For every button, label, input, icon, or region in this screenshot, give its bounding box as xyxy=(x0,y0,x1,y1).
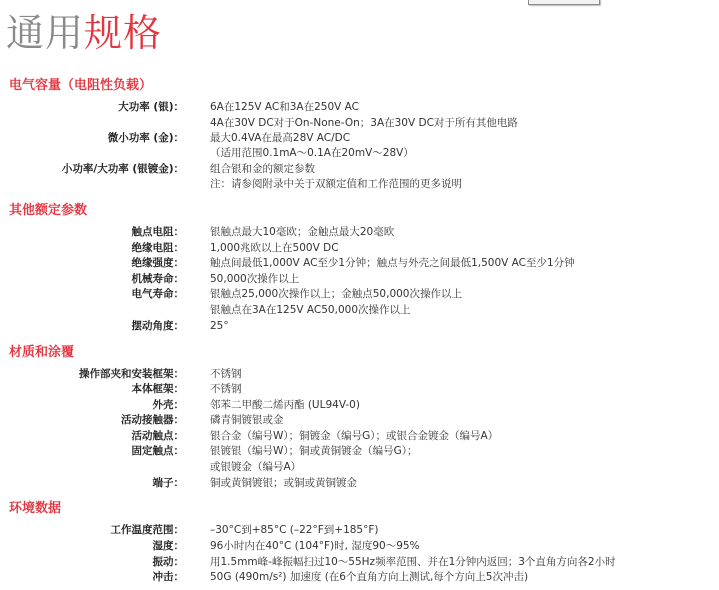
spec-label: 电气寿命： xyxy=(131,288,184,300)
spec-label: 湿度： xyxy=(152,540,184,552)
spec-row xyxy=(0,382,719,397)
spec-label: 端子： xyxy=(152,477,184,489)
spec-value: 96小时内在40°C (104°F)时, 湿度90～95% xyxy=(210,540,420,552)
spec-value: （适用范围0.1mA～0.1A在20mV～28V） xyxy=(210,147,414,159)
spec-label: 本体框架： xyxy=(131,383,184,395)
page-title-part1: 通用 xyxy=(6,11,85,55)
spec-value: 不锈钢 xyxy=(210,383,242,395)
spec-label: 绝缘电阻： xyxy=(131,242,184,254)
spec-value: 银触点最大10毫欧；金触点最大20毫欧 xyxy=(210,226,395,238)
spec-row xyxy=(0,476,719,491)
spec-value: 组合银和金的额定参数 xyxy=(210,163,315,175)
spec-value: 邻苯二甲酸二烯丙酯 (UL94V-0) xyxy=(210,399,360,411)
spec-label: 摆动角度： xyxy=(131,320,184,332)
spec-row xyxy=(0,429,719,444)
section-heading-materials: 材质和涂覆 xyxy=(9,345,75,360)
spec-value: 25° xyxy=(210,320,229,332)
spec-label: 活动触点： xyxy=(131,430,184,442)
spec-row xyxy=(0,116,719,131)
spec-label: 固定触点： xyxy=(131,445,184,457)
spec-row xyxy=(0,225,719,240)
spec-row xyxy=(0,444,719,459)
spec-label: 活动接触器： xyxy=(121,414,184,426)
spec-row xyxy=(0,413,719,428)
spec-row xyxy=(0,146,719,161)
spec-label: 大功率 (银)： xyxy=(118,101,184,113)
section-heading-environmental: 环境数据 xyxy=(9,501,62,516)
spec-value: 银合金（编号W）；铜镀金（编号G）；或银合金镀金（编号A） xyxy=(210,430,499,442)
spec-value: 注：请参阅附录中关于双额定值和工作范围的更多说明 xyxy=(210,178,462,190)
spec-label: 机械寿命： xyxy=(131,273,184,285)
spec-row xyxy=(0,539,719,554)
page-title xyxy=(6,10,162,56)
spec-value: 50,000次操作以上 xyxy=(210,273,300,285)
spec-value: 触点间最低1,000V AC至少1分钟；触点与外壳之间最低1,500V AC至少1分钟 xyxy=(210,257,575,269)
spec-label: 工作温度范围： xyxy=(110,524,184,536)
spec-value: 磷青铜镀银或金 xyxy=(210,414,284,426)
spec-value: 6A在125V AC和3A在250V AC xyxy=(210,101,360,113)
spec-row xyxy=(0,100,719,115)
spec-value: 或银镀金（编号A） xyxy=(210,461,302,473)
spec-row xyxy=(0,460,719,475)
spec-label: 振动： xyxy=(152,556,184,568)
spec-row xyxy=(0,241,719,256)
spec-value: 银触点在3A在125V AC50,000次操作以上 xyxy=(210,304,411,316)
spec-row xyxy=(0,319,719,334)
spec-value: –30°C到+85°C (–22°F到+185°F) xyxy=(210,524,379,536)
spec-label: 冲击： xyxy=(152,571,184,583)
spec-row xyxy=(0,570,719,585)
spec-row xyxy=(0,303,719,318)
top-tab-decoration xyxy=(528,0,600,5)
spec-label: 触点电阻： xyxy=(131,226,184,238)
spec-row xyxy=(0,398,719,413)
spec-value: 用1.5mm峰-峰振幅扫过10～55Hz频率范围、并在1分钟内返回；3个直角方向各2小时 xyxy=(210,556,616,568)
page-title-part2: 规格 xyxy=(84,11,163,55)
spec-value: 1,000兆欧以上在500V DC xyxy=(210,242,339,254)
spec-value: 4A在30V DC对于On-None-On；3A在30V DC对于所有其他电路 xyxy=(210,117,518,129)
spec-value: 铜或黄铜镀银；或铜或黄铜镀金 xyxy=(210,477,357,489)
spec-value: 50G (490m/s²) 加速度 (在6个直角方向上测试,每个方向上5次冲击) xyxy=(210,571,529,583)
spec-row xyxy=(0,177,719,192)
spec-row xyxy=(0,523,719,538)
spec-row xyxy=(0,131,719,146)
spec-label: 小功率/大功率 (银镀金)： xyxy=(61,163,184,175)
spec-row xyxy=(0,272,719,287)
spec-label: 微小功率 (金)： xyxy=(107,132,184,144)
spec-label: 操作部夹和安装框架： xyxy=(79,368,184,380)
spec-row xyxy=(0,555,719,570)
spec-value: 银镀银（编号W）；铜或黄铜镀金（编号G）； xyxy=(210,445,418,457)
spec-value: 银触点25,000次操作以上；金触点50,000次操作以上 xyxy=(210,288,462,300)
spec-label: 绝缘强度： xyxy=(131,257,184,269)
spec-label: 外壳： xyxy=(152,399,184,411)
section-heading-electrical-capacity: 电气容量（电阻性负载） xyxy=(9,78,153,93)
spec-row xyxy=(0,287,719,302)
spec-row xyxy=(0,367,719,382)
section-heading-other-ratings: 其他额定参数 xyxy=(9,203,88,218)
spec-row xyxy=(0,162,719,177)
spec-row xyxy=(0,256,719,271)
spec-value: 不锈钢 xyxy=(210,368,242,380)
spec-value: 最大0.4VA在最高28V AC/DC xyxy=(210,132,351,144)
